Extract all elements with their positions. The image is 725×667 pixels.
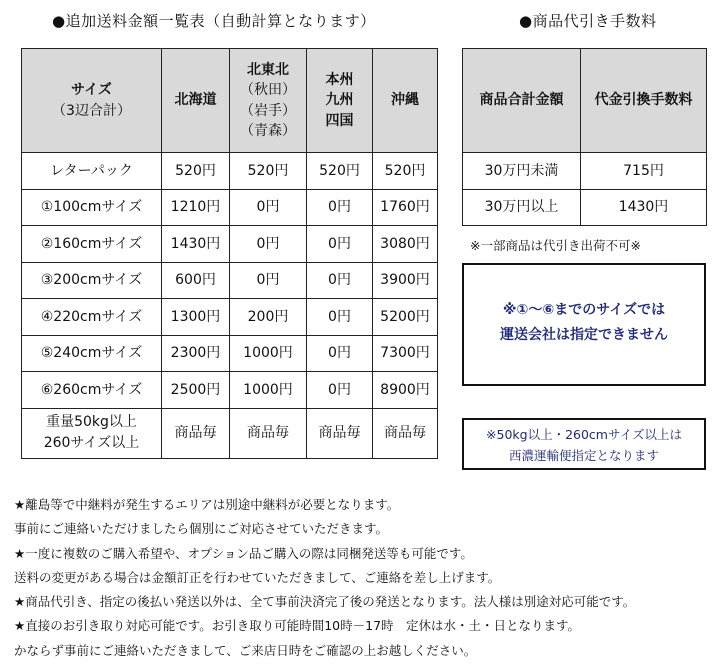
- table-cell: 2500円: [162, 372, 230, 409]
- note-line: ★離島等で中継料が発生するエリアは別途中継料が必要となります。: [14, 497, 400, 512]
- region-header-honshu: [307, 49, 373, 153]
- table-cell: 商品毎: [373, 408, 438, 458]
- table-cell: 1760円: [373, 189, 438, 226]
- region-header-text: 九州: [325, 92, 354, 109]
- heavy-notice-line2: 西濃運輸便指定となります: [508, 448, 659, 463]
- cod-fee-cell: 1430円: [581, 189, 707, 226]
- region-header-sub: （秋田）: [240, 82, 296, 99]
- note-line: ★商品代引き、指定の後払い発送以外は、全て事前決済完了後の発送となります。法人様は別途対応可能です。: [14, 594, 636, 610]
- table-cell: 商品毎: [162, 408, 230, 458]
- cod-amount-cell: 30万円未満: [463, 153, 581, 190]
- table-row: [22, 335, 438, 372]
- table-row: [22, 299, 438, 336]
- region-header-hokkaido: [162, 49, 230, 153]
- region-header-text: 四国: [325, 112, 354, 129]
- shipping-fee-table: [21, 48, 438, 459]
- table-cell: 600円: [162, 262, 230, 299]
- table-cell: 1210円: [162, 189, 230, 226]
- table-cell: 0円: [307, 299, 373, 336]
- shipping-table-title: ●追加送料金額一覧表（自動計算となります）: [52, 12, 376, 30]
- size-cell: ⑤240cmサイズ: [22, 335, 162, 372]
- table-row: [22, 262, 438, 299]
- table-cell: 2300円: [162, 335, 230, 372]
- heavy-size-line2: 260サイズ以上: [43, 435, 140, 451]
- carrier-notice-line1: ※①～⑥までのサイズでは: [502, 302, 666, 318]
- table-row-heavy: [22, 408, 438, 458]
- heavy-size-line1: 重量50kg以上: [46, 414, 137, 430]
- table-cell: 520円: [162, 153, 230, 190]
- cod-header-fee: 代金引換手数料: [581, 49, 707, 153]
- table-row: [22, 189, 438, 226]
- table-cell: 5200円: [373, 299, 438, 336]
- table-cell: 3080円: [373, 226, 438, 263]
- region-header-sub: （青森）: [240, 122, 296, 139]
- size-cell: ⑥260cmサイズ: [22, 372, 162, 409]
- table-cell: 0円: [307, 189, 373, 226]
- region-header-okinawa: [373, 49, 438, 153]
- table-cell: 7300円: [373, 335, 438, 372]
- region-header-text: 北東北: [247, 61, 289, 78]
- region-header-kita-tohoku: [230, 49, 307, 153]
- table-cell: 0円: [307, 335, 373, 372]
- region-header-text: 本州: [325, 72, 354, 89]
- note-line: 事前にご連絡いただけましたら個別にご対応させていただきます。: [14, 521, 389, 537]
- cod-note: ※一部商品は代引き出荷不可※: [470, 238, 641, 253]
- table-cell: 3900円: [373, 262, 438, 299]
- note-line: 送料の変更がある場合は金額訂正を行わせていただきまして、ご連絡を差し上げます。: [14, 569, 501, 585]
- table-cell: 1430円: [162, 226, 230, 263]
- table-row: [22, 372, 438, 409]
- table-cell: 520円: [373, 153, 438, 190]
- cod-amount-cell: 30万円以上: [463, 189, 581, 226]
- table-cell: 0円: [307, 226, 373, 263]
- table-cell: 8900円: [373, 372, 438, 409]
- table-row: [22, 153, 438, 190]
- table-cell: 520円: [307, 153, 373, 190]
- table-cell: 0円: [230, 262, 307, 299]
- note-line: ★直接のお引き取り対応可能です。お引き取り可能時間10時－17時 定休は水・土・日となります。: [14, 618, 581, 634]
- size-cell: ②160cmサイズ: [22, 226, 162, 263]
- carrier-notice-box: [462, 263, 706, 386]
- size-cell: ④220cmサイズ: [22, 299, 162, 336]
- table-cell: 商品毎: [307, 408, 373, 458]
- size-cell: ③200cmサイズ: [22, 262, 162, 299]
- cod-header-row: [463, 49, 707, 153]
- table-cell: 0円: [307, 372, 373, 409]
- shipping-header-row: [22, 49, 438, 153]
- table-cell: 200円: [230, 299, 307, 336]
- table-cell: 1000円: [230, 335, 307, 372]
- notes-section: [14, 493, 714, 663]
- table-cell: 1000円: [230, 372, 307, 409]
- table-cell: 1300円: [162, 299, 230, 336]
- table-cell: 0円: [230, 226, 307, 263]
- note-line: かならず事前にご連絡いただきまして、ご来店日時をご確認の上お越しください。: [14, 642, 477, 658]
- cod-fee-cell: 715円: [581, 153, 707, 190]
- size-cell: レターパック: [22, 153, 162, 190]
- table-row: [22, 226, 438, 263]
- size-cell: ①100cmサイズ: [22, 189, 162, 226]
- cod-fee-table: [462, 48, 707, 226]
- size-header: [22, 49, 162, 153]
- heavy-notice-box: [462, 418, 706, 470]
- table-row: [463, 189, 707, 226]
- carrier-notice-line2: 運送会社は指定できません: [500, 327, 668, 343]
- note-line: ★一度に複数のご購入希望や、オプション品ご購入の際は同梱発送等も可能です。: [14, 545, 473, 561]
- heavy-notice-line1: ※50kg以上・260cmサイズ以上は: [486, 427, 682, 442]
- region-header-text: 北海道: [174, 92, 217, 109]
- region-header-text: 沖縄: [391, 92, 419, 109]
- table-row: [463, 153, 707, 190]
- table-cell: 520円: [230, 153, 307, 190]
- table-cell: 0円: [230, 189, 307, 226]
- cod-header-amount: 商品合計金額: [463, 49, 581, 153]
- cod-table-title: ●商品代引き手数料: [519, 12, 657, 30]
- table-cell: 商品毎: [230, 408, 307, 458]
- table-cell: 0円: [307, 262, 373, 299]
- size-header-label: サイズ: [71, 82, 112, 99]
- size-header-sub: （3辺合計）: [52, 102, 131, 119]
- region-header-sub: （岩手）: [240, 102, 296, 119]
